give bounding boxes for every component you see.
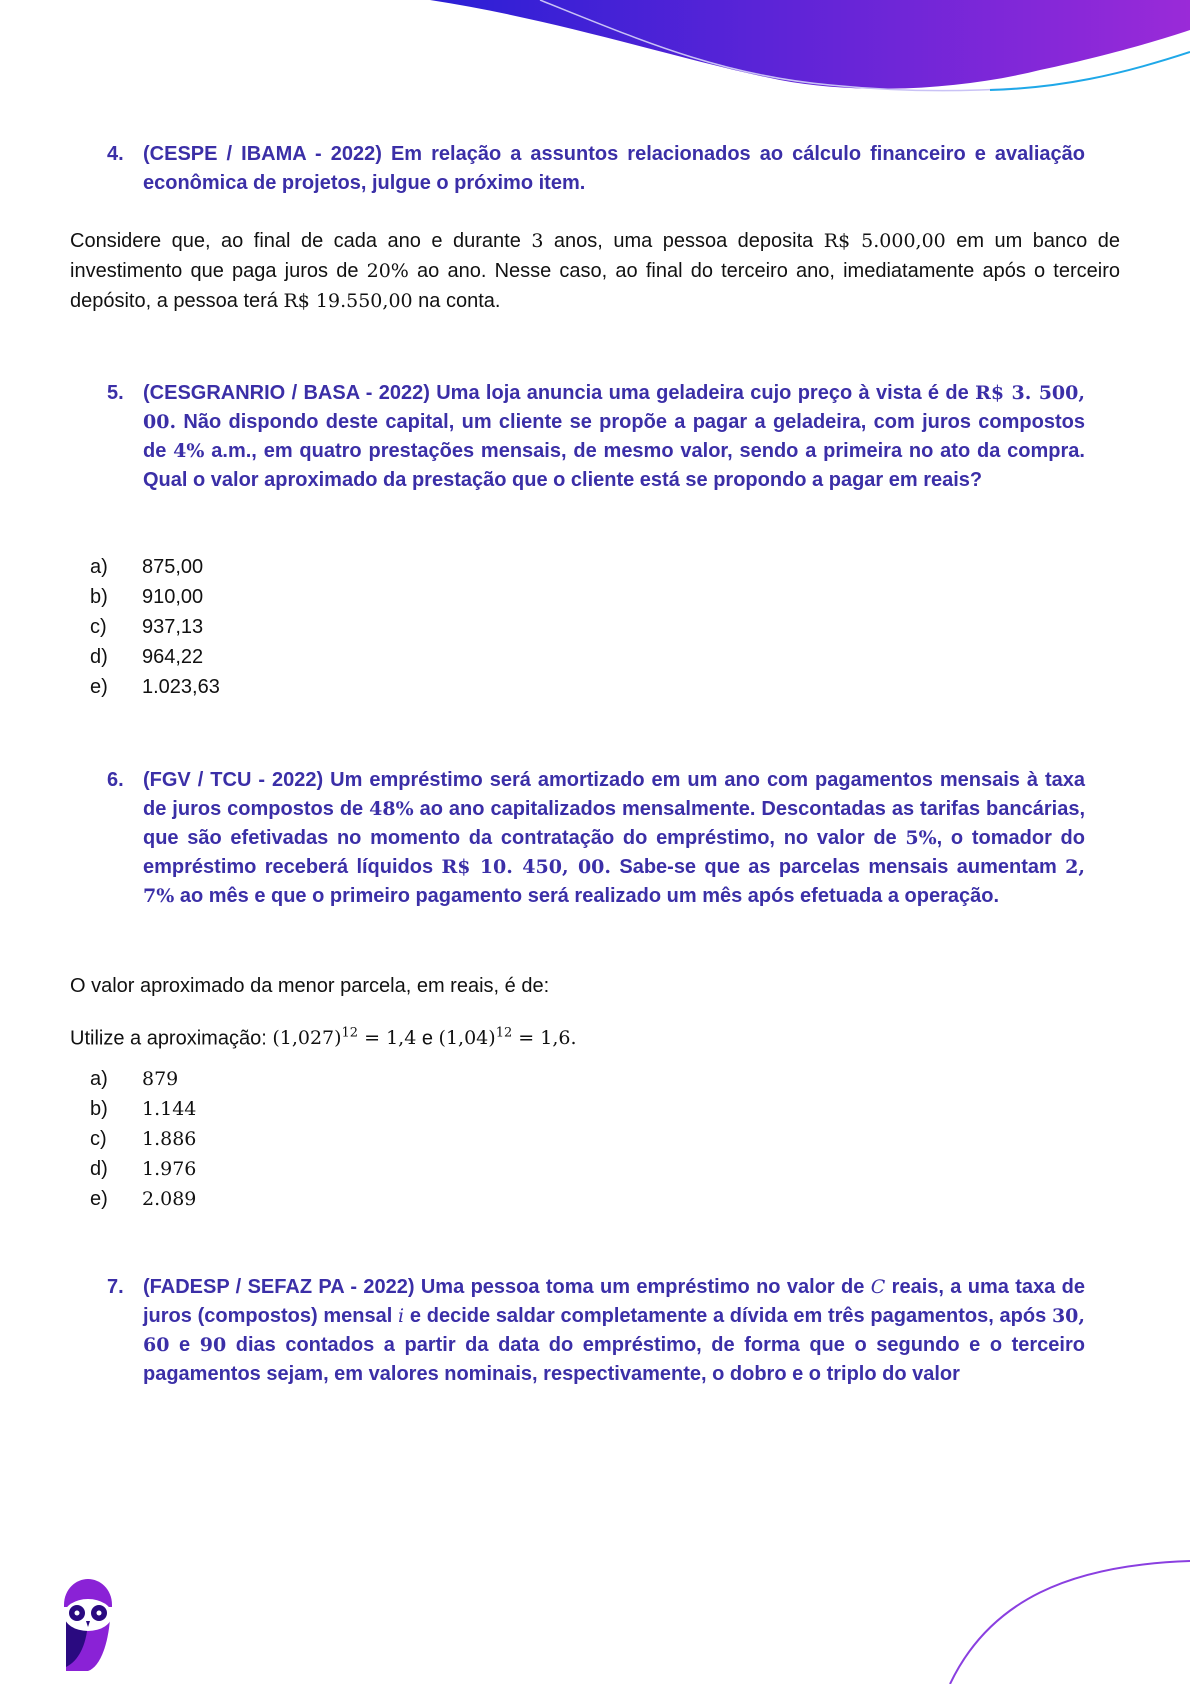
option-label: c) [90, 1128, 107, 1150]
text: anos, uma pessoa deposita [543, 230, 824, 252]
math: 3 [531, 230, 544, 252]
math-exponent: 12 [341, 1026, 359, 1041]
question-6-prompt: O valor aproximado da menor parcela, em reais, é de: [70, 975, 550, 997]
option-label: b) [90, 586, 108, 608]
text: e [416, 1027, 439, 1050]
option-value: 875,00 [142, 556, 204, 578]
option-b[interactable] [90, 1094, 196, 1124]
question-number: 7. [107, 1276, 124, 1298]
text: e decide saldar completamente a dívida em três pagamentos, após [404, 1305, 1052, 1327]
text: Não dispondo deste capital, um cliente se propõe a pagar a geladeira, com juros compostos de [143, 411, 1085, 462]
math: C [870, 1276, 886, 1298]
math: 2, 7% [143, 856, 1085, 907]
option-c[interactable] [90, 612, 220, 642]
option-value: 2.089 [142, 1188, 197, 1210]
math [439, 1027, 577, 1049]
math: 48% [369, 798, 414, 820]
option-label: d) [90, 646, 108, 668]
question-number: 4. [107, 143, 124, 165]
question-6-header [107, 766, 1085, 911]
math: 5% [905, 827, 937, 849]
math-eq: = 1,4 [358, 1027, 417, 1050]
math: i [398, 1305, 405, 1327]
option-label: a) [90, 1068, 108, 1090]
question-number: 6. [107, 769, 124, 791]
question-4-header [107, 140, 1085, 198]
header-wave-decoration [0, 0, 1190, 100]
text: ao ano. Nesse caso, ao final do terceiro ano, imediatamente após o terceiro depósito, a pessoa terá [70, 260, 1120, 312]
math: R$ 3. 500, 00. [143, 382, 1085, 433]
math-exponent: 12 [495, 1026, 513, 1041]
question-statement [143, 379, 1085, 495]
option-value: 937,13 [142, 616, 204, 638]
option-label: c) [90, 616, 107, 638]
option-label: e) [90, 1188, 108, 1210]
text: reais, a uma taxa de juros (compostos) mensal [143, 1276, 1085, 1327]
question-number: 5. [107, 382, 124, 404]
option-a[interactable] [90, 1064, 196, 1094]
option-value: 1.976 [142, 1158, 197, 1180]
text: a.m., em quatro prestações mensais, de mesmo valor, sendo a primeira no ato da compra. Qual o valor aproximado da prestação que o cliente está se propondo a pagar em reais? [143, 440, 1085, 491]
text: ao mês e que o primeiro pagamento será realizado um mês após efetuada a operação. [174, 885, 1000, 907]
footer-arc-decoration [900, 1530, 1190, 1684]
math-base: (1,04) [438, 1027, 496, 1050]
option-d[interactable] [90, 642, 220, 672]
option-value: 1.144 [142, 1098, 197, 1120]
text: na conta. [412, 290, 501, 312]
text: ao ano capitalizados mensalmente. Descontadas as tarifas bancárias, que são efetivadas no momento da contratação do empréstimo, no valor de [143, 798, 1085, 849]
option-value: 879 [142, 1068, 179, 1090]
text: Utilize a aproximação: [70, 1027, 273, 1050]
question-4-body [70, 226, 1120, 316]
option-a[interactable] [90, 552, 220, 582]
text: Considere que, ao final de cada ano e durante [70, 230, 532, 252]
math: 4% [173, 440, 205, 462]
option-label: a) [90, 556, 108, 578]
question-statement: (CESPE / IBAMA - 2022) Em relação a assuntos relacionados ao cálculo financeiro e avaliação econômica de projetos, julgue o próximo item. [143, 143, 1085, 194]
text: em um banco de investimento que paga juros de [70, 230, 1121, 282]
text: dias contados a partir da data do empréstimo, de forma que o segundo e o terceiro pagamentos sejam, em valores nominais, respectivamente, o dobro e o triplo do valor [143, 1334, 1085, 1385]
question-5-header [107, 379, 1085, 495]
option-label: e) [90, 676, 108, 698]
math: 20% [366, 260, 409, 282]
question-7-header [107, 1273, 1085, 1389]
text: (FADESP / SEFAZ PA - 2022) Uma pessoa toma um empréstimo no valor de [143, 1276, 871, 1298]
option-value: 910,00 [142, 586, 204, 608]
math: 90 [199, 1334, 227, 1356]
question-6-hint [70, 1019, 1120, 1053]
option-b[interactable] [90, 582, 220, 612]
math-eq: = 1,6. [512, 1027, 577, 1050]
option-e[interactable] [90, 1184, 196, 1214]
option-c[interactable] [90, 1124, 196, 1154]
question-statement [143, 1273, 1085, 1389]
option-label: b) [90, 1098, 108, 1120]
text: (CESGRANRIO / BASA - 2022) Uma loja anuncia uma geladeira cujo preço à vista é de [143, 382, 976, 404]
option-d[interactable] [90, 1154, 196, 1184]
question-5-options [90, 552, 220, 702]
option-value: 1.886 [142, 1128, 197, 1150]
text: (FGV / TCU - 2022) Um empréstimo será amortizado em um ano com pagamentos mensais à taxa de juros compostos de [143, 769, 1085, 820]
text: Sabe-se que as parcelas mensais aumentam [611, 856, 1066, 878]
math: R$ 10. 450, 00. [441, 856, 612, 878]
option-label: d) [90, 1158, 108, 1180]
math: R$ 19.550,00 [283, 290, 413, 312]
text: , o tomador do empréstimo receberá líquidos [143, 827, 1085, 878]
text: e [169, 1334, 200, 1356]
math [272, 1027, 416, 1049]
question-6-options [90, 1064, 196, 1214]
owl-logo-icon [60, 1575, 116, 1675]
option-value: 964,22 [142, 646, 204, 668]
math-base: (1,027) [272, 1027, 342, 1050]
option-e[interactable] [90, 672, 220, 702]
math: R$ 5.000,00 [823, 230, 946, 252]
option-value: 1.023,63 [142, 676, 220, 698]
question-statement [143, 766, 1085, 911]
math: 30, 60 [143, 1305, 1085, 1356]
